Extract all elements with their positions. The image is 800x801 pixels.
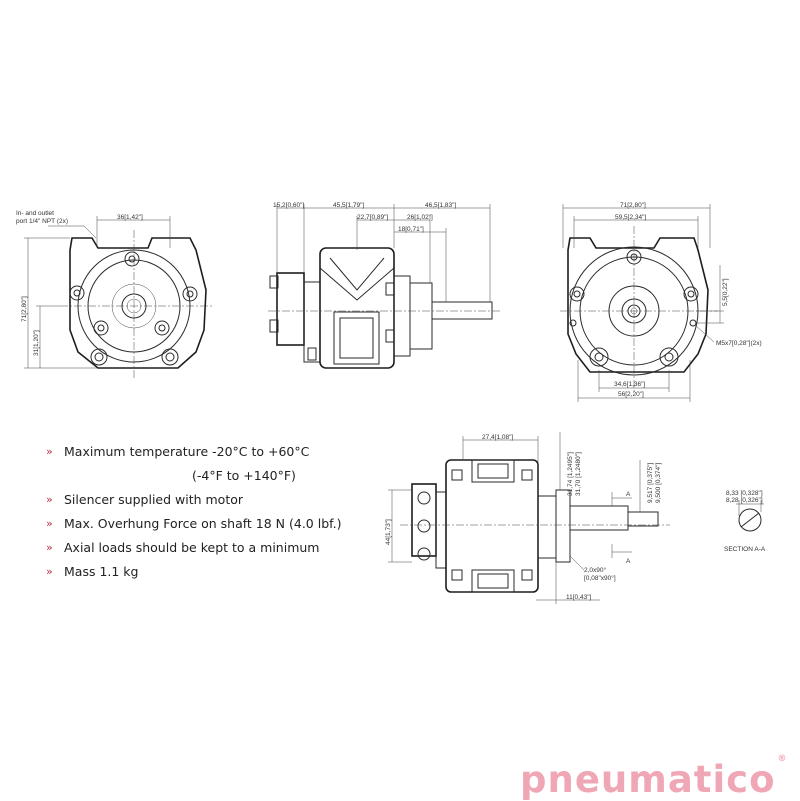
dim-34-6: 34,6[1,36"] [614, 381, 646, 388]
dim-11: 11[0,43"] [566, 594, 592, 601]
dim-46-5: 46,5[1,83"] [425, 202, 457, 209]
dim-31-vertical: 31[1,20"] [33, 330, 40, 356]
dim-8-33: 8,33 [0,328"] [726, 490, 763, 497]
dim-chamfer-1: 2,0x90° [584, 567, 607, 574]
dim-44: 44[1,73"] [385, 519, 392, 545]
brand-logo-text: pneumatico [520, 758, 776, 801]
spec-item [46, 516, 341, 540]
spec-item-continuation [46, 468, 341, 492]
side-view-lower [388, 432, 670, 604]
spec-text: Maximum temperature -20°C to +60°C [64, 444, 310, 459]
dim-15-2: 15,2[0,60"] [273, 202, 305, 209]
dim-56: 56[2,20"] [618, 391, 644, 398]
front-view-left [24, 216, 212, 378]
dim-71-horizontal: 71[2,80"] [620, 202, 646, 209]
dim-8-28: 8,28 [0,326"] [726, 497, 763, 504]
spec-text: Silencer supplied with motor [64, 492, 244, 507]
dim-26: 26[1,02"] [407, 214, 433, 221]
dim-31-70: 31,70 [1,2480"] [575, 452, 582, 496]
spec-list [46, 444, 341, 588]
port-note-1: In- and outlet [16, 210, 54, 217]
dim-36: 36[1,42"] [117, 214, 143, 221]
registered-mark: ® [777, 753, 788, 764]
dim-18: 18[0,71"] [398, 226, 424, 233]
section-mark-a-top: A [626, 491, 631, 498]
bullet-icon: » [46, 541, 53, 554]
dim-9-500: 9,500 [0,374"] [655, 462, 662, 503]
spec-item [46, 540, 341, 564]
spec-text: Axial loads should be kept to a minimum [64, 540, 320, 555]
section-a-a [736, 500, 764, 531]
bullet-icon: » [46, 565, 53, 578]
bullet-icon: » [46, 493, 53, 506]
spec-item [46, 444, 341, 468]
dim-m5: M5x7[0,28"](2x) [716, 340, 762, 347]
spec-text: Mass 1.1 kg [64, 564, 139, 579]
dim-27-4: 27,4[1,08"] [482, 434, 514, 441]
spec-text: Max. Overhung Force on shaft 18 N (4.0 lbf.) [64, 516, 342, 531]
bullet-icon: » [46, 517, 53, 530]
spec-item [46, 492, 341, 516]
dim-9-517: 9,517 [0,375"] [647, 462, 654, 503]
spec-text: (-4°F to +140°F) [192, 468, 296, 483]
dim-31-74: 31,74 [1,2495"] [567, 452, 574, 496]
back-view-right [560, 204, 724, 402]
dim-45-5: 45,5[1,79"] [333, 202, 365, 209]
bullet-icon: » [46, 445, 53, 458]
brand-logo [520, 753, 788, 801]
dim-22-7: 22,7[0,89"] [357, 214, 389, 221]
dim-chamfer-2: [0,08"x90°] [584, 575, 616, 582]
section-mark-a-bottom: A [626, 558, 631, 565]
port-note-2: port 1/4" NPT (2x) [16, 218, 69, 225]
dim-59-5: 59,5[2,34"] [615, 214, 647, 221]
spec-item [46, 564, 341, 588]
side-view-middle [268, 204, 500, 368]
section-title: SECTION A-A [724, 546, 766, 553]
dim-71-vertical: 71[2,80"] [21, 296, 28, 322]
dim-5-5: 5,5[0,22"] [722, 278, 729, 306]
